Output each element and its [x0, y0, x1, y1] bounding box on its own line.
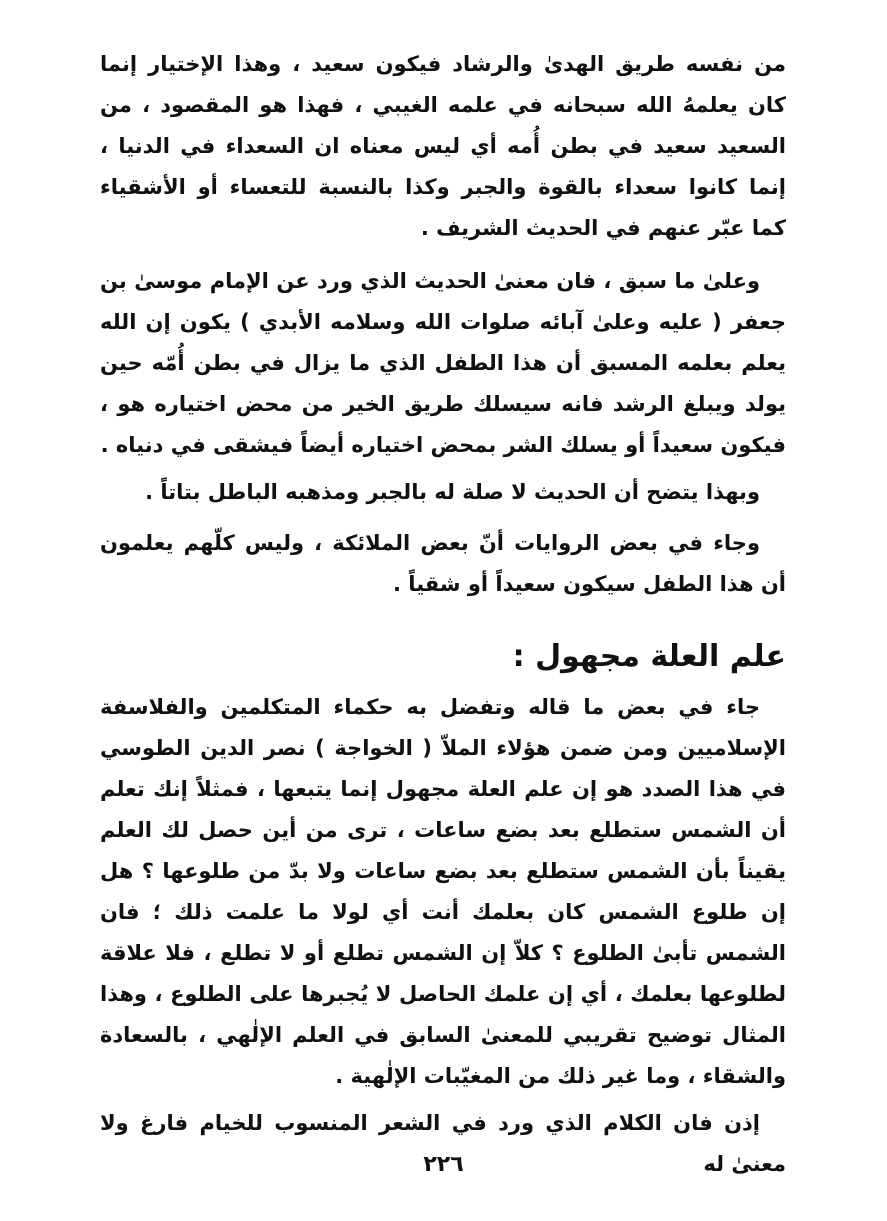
section-paragraph-2: إذن فان الكلام الذي ورد في الشعر المنسوب للخيام فارغ ولا معنىٰ له: [100, 1111, 786, 1176]
page-body: [100, 44, 786, 1185]
paragraph-4: وجاء في بعض الروايات أنّ بعض الملائكة ، وليس كلّهم يعلمون أن هذا الطفل سيكون سعيداً أو شقياً .: [100, 531, 786, 596]
section-heading: علم العلة مجهول :: [512, 639, 786, 674]
paragraph-3: وبهذا يتضح أن الحديث لا صلة له بالجبر ومذهبه الباطل بتاتاً .: [145, 480, 760, 504]
paragraph-2: وعلىٰ ما سبق ، فان معنىٰ الحديث الذي ورد عن الإمام موسىٰ بن جعفر ( عليه وعلىٰ آبائه صلوات الله وسلامه الأبدي ) يكون إن الله يعلم بعلمه المسبق أن هذا الطفل الذي ما يزال في بطن أُمّه حين يولد ويبلغ الرشد فانه سيسلك طريق الخير من محض اختياره هو ، فيكون سعيداً أو يسلك الشر بمحض اختياره أيضاً فيشقى في دنياه .: [100, 269, 786, 457]
page-number: ٢٢٦: [423, 1152, 464, 1177]
section-paragraph-1: جاء في بعض ما قاله وتفضل به حكماء المتكلمين والفلاسفة الإسلاميين ومن ضمن هؤلاء الملاّ ( الخواجة ) نصر الدين الطوسي في هذا الصدد هو إن علم العلة مجهول إنما يتبعها ، فمثلاً إنك تعلم أن الشمس ستطلع بعد بضع ساعات ، ترى من أين حصل لك العلم يقيناً بأن الشمس ستطلع بعد بضع ساعات ولا بدّ من طلوعها ؟ هل إن طلوع الشمس كان بعلمك أنت أي لولا ما علمت ذلك ؛ فان الشمس تأبىٰ الطلوع ؟ كلاّ إن الشمس تطلع أو لا تطلع ، فلا علاقة لطلوعها بعلمك ، أي إن علمك الحاصل لا يُجبرها على الطلوع ، وهذا المثال توضيح تقريبي للمعنىٰ السابق في العلم الإلٰهي ، بالسعادة والشقاء ، وما غير ذلك من المغيّبات الإلٰهية .: [100, 695, 786, 1088]
paragraph-1: من نفسه طريق الهدىٰ والرشاد فيكون سعيد ، وهذا الإختيار إنما كان يعلمهُ الله سبحانه في علمه الغيبي ، فهذا هو المقصود ، من السعيد سعيد في بطن أُمه أي ليس معناه ان السعداء في الدنيا ، إنما كانوا سعداء بالقوة والجبر وكذا بالنسبة للتعساء أو الأشقياء كما عبّر عنهم في الحديث الشريف .: [100, 52, 786, 240]
